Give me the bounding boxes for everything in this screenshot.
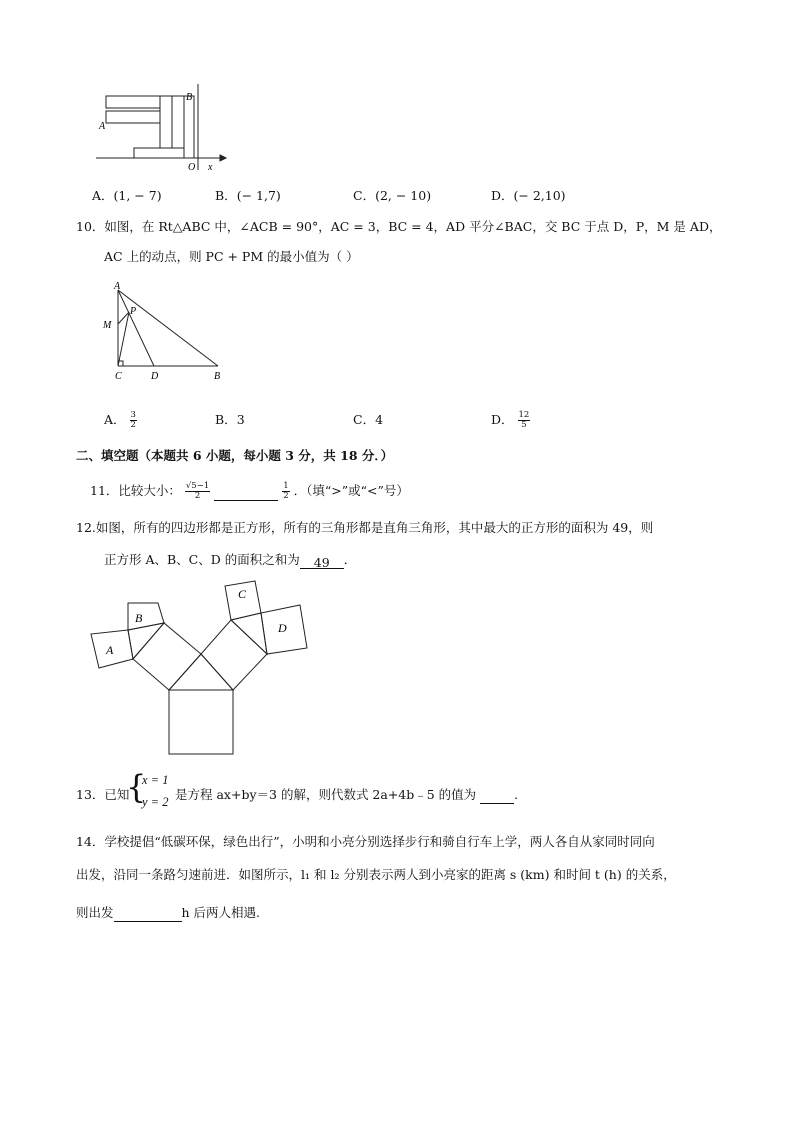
q9-option-b[interactable]: B．(− 1,7) bbox=[215, 188, 281, 203]
q10-stem-line1: 10．如图，在 Rt△ABC 中，∠ACB = 90°，AC = 3，BC = 4，AD 平分∠BAC，交 BC 于点 D，P，M 是 AD， bbox=[76, 219, 722, 234]
q14-stem-line3: 则出发 h 后两人相遇. bbox=[76, 905, 261, 920]
label-B: B bbox=[135, 611, 143, 625]
bar-middle bbox=[106, 111, 160, 123]
label-x: x bbox=[208, 162, 213, 173]
largest-square bbox=[169, 690, 233, 754]
q11: 11．比较大小： $\frac{√5-1}{2}$ $\frac{1}{2}$ ．（填“>”或“<”号） bbox=[90, 481, 409, 501]
q10-option-a[interactable]: A． $\frac{3}{2}$ bbox=[104, 410, 136, 430]
q9-figure bbox=[92, 78, 232, 178]
segment-AD bbox=[118, 290, 154, 366]
left-triangle bbox=[128, 623, 164, 659]
q10-option-d[interactable]: D． $\frac{12}{5}$ bbox=[491, 410, 530, 430]
label-A: A bbox=[114, 281, 121, 292]
label-D: D bbox=[151, 371, 159, 382]
q14-stem-line1: 14．学校提倡“低碳环保，绿色出行”，小明和小亮分别选择步行和骑自行车上学，两人各自从家同时同向 bbox=[76, 834, 655, 849]
label-M: M bbox=[103, 320, 112, 331]
q11-answer-blank[interactable] bbox=[214, 486, 278, 501]
q13-answer-blank[interactable] bbox=[480, 789, 514, 804]
square-B bbox=[128, 603, 164, 630]
segment-AB bbox=[118, 290, 218, 366]
bar-vertical-2 bbox=[172, 96, 184, 148]
q11-fraction-right: $\frac{1}{2}$ bbox=[283, 481, 289, 501]
q13-eq2: y = 2 bbox=[142, 795, 169, 809]
section-2-title: 二、填空题（本题共 6 小题，每小题 3 分，共 18 分．） bbox=[76, 448, 394, 463]
q13-prefix: 13．已知 bbox=[76, 787, 130, 802]
q12-stem-line1: 12.如图，所有的四边形都是正方形，所有的三角形都是直角三角形，其中最大的正方形的面积为 49，则 bbox=[76, 520, 654, 535]
bar-bottom bbox=[134, 148, 184, 158]
label-D: D bbox=[278, 621, 287, 635]
q10-figure bbox=[100, 276, 230, 384]
label-A: A bbox=[99, 121, 106, 132]
q10-option-c[interactable]: C．4 bbox=[353, 412, 384, 427]
q14-answer-blank[interactable] bbox=[114, 907, 182, 922]
q14-stem-line2: 出发，沿同一条路匀速前进．如图所示，l₁ 和 l₂ 分别表示两人到小亮家的距离 s (km) 和时间 t (h) 的关系， bbox=[76, 867, 676, 882]
label-A: A bbox=[106, 643, 114, 657]
q9-option-c[interactable]: C．(2, − 10) bbox=[353, 188, 432, 203]
label-P: P bbox=[130, 306, 137, 317]
label-B: B bbox=[186, 92, 193, 103]
q11-fraction-left: $\frac{√5-1}{2}$ bbox=[185, 481, 210, 501]
q10-option-a-fraction: $\frac{3}{2}$ bbox=[130, 410, 136, 430]
q12-answer-blank[interactable] bbox=[300, 554, 344, 569]
q9-option-d[interactable]: D．(− 2,10) bbox=[491, 188, 566, 203]
label-O: O bbox=[188, 162, 196, 173]
q10-option-b[interactable]: B．3 bbox=[215, 412, 245, 427]
label-C: C bbox=[238, 587, 247, 601]
q13-stem: 是方程 ax+by＝3 的解，则代数式 2a+4b﹣5 的值为 . bbox=[175, 787, 519, 802]
bar-vertical-3 bbox=[184, 96, 194, 158]
middle-left-square bbox=[133, 623, 201, 690]
middle-right-square bbox=[201, 620, 267, 690]
x-axis-arrow bbox=[220, 155, 226, 161]
label-B: B bbox=[214, 371, 221, 382]
label-C: C bbox=[115, 371, 122, 382]
q13-brace: { bbox=[126, 768, 147, 806]
center-triangle bbox=[169, 654, 233, 690]
segment-CP bbox=[118, 312, 129, 366]
q10-stem-line2: AC 上的动点，则 PC + PM 的最小值为（ ） bbox=[104, 249, 359, 264]
q9-option-a[interactable]: A．(1, − 7) bbox=[92, 188, 162, 203]
q12-answer: 49 bbox=[313, 555, 330, 570]
bar-top bbox=[106, 96, 160, 108]
q10-option-d-fraction: $\frac{12}{5}$ bbox=[518, 410, 530, 430]
q13-eq1: x = 1 bbox=[142, 773, 169, 787]
bar-vertical-1 bbox=[160, 96, 172, 148]
q12-figure bbox=[88, 578, 320, 760]
q12-stem-line2: 正方形 A、B、C、D 的面积之和为 49 ． bbox=[104, 552, 357, 570]
